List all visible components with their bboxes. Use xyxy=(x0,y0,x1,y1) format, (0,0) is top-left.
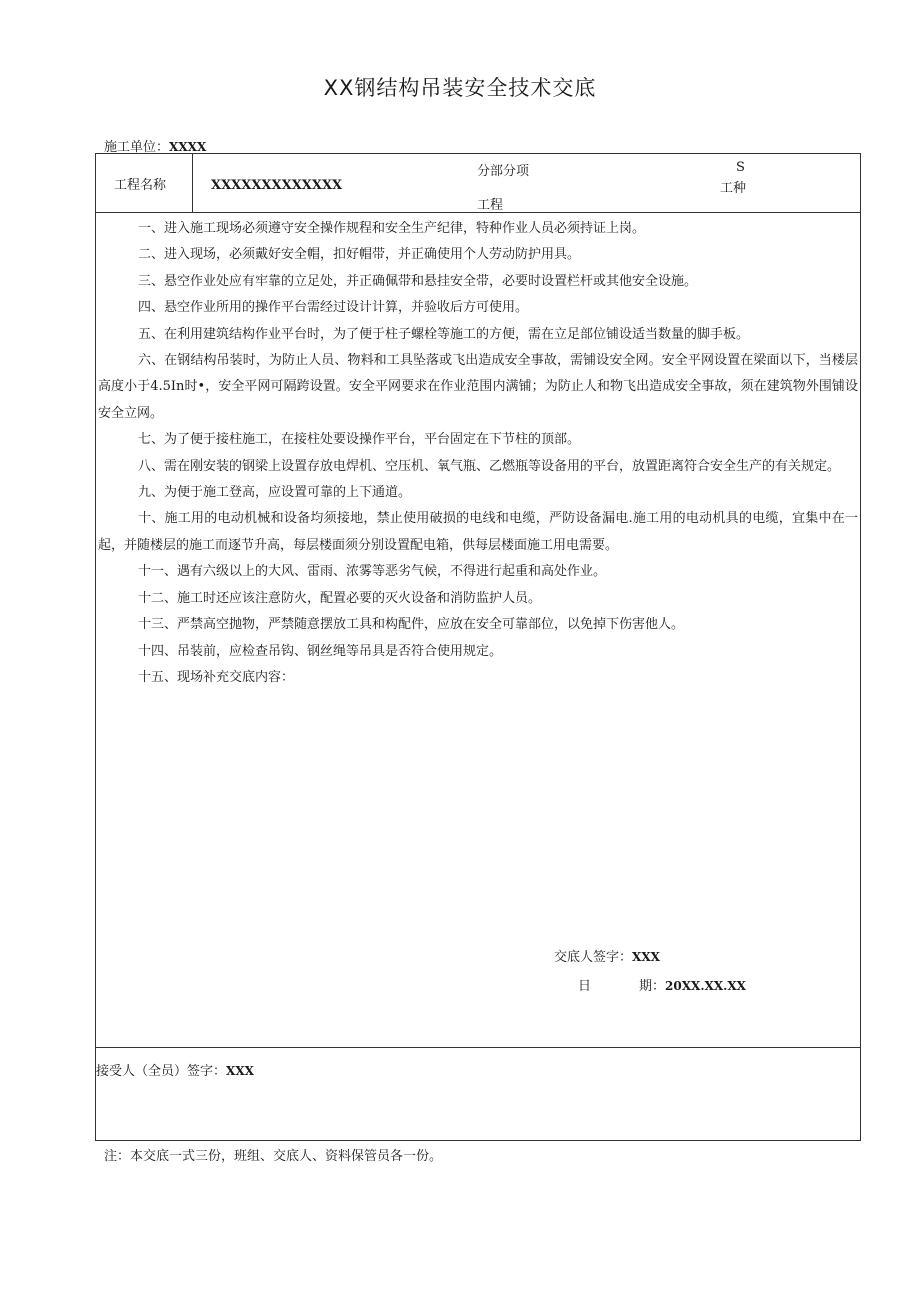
list-item: 九、为便于施工登高，应设置可靠的上下通道。 xyxy=(138,485,412,501)
construction-unit-label: 施工单位： xyxy=(104,140,170,155)
receiver-row-divider xyxy=(95,1047,861,1048)
construction-unit-value: XXXX xyxy=(169,140,207,154)
list-item: 十一、遇有六级以上的大风、雷雨、浓雾等恶劣气候，不得进行起重和高处作业。 xyxy=(138,564,607,580)
subdivision-label-line1: 分部分项 xyxy=(477,164,530,179)
list-item: 五、在利用建筑结构作业平台时，为了便于柱子螺栓等施工的方便，需在立足部位铺设适当数量的脚手板。 xyxy=(138,326,750,342)
list-item: 二、进入现场，必须戴好安全帽，扣好帽带，并正确使用个人劳动防护用具。 xyxy=(138,247,581,263)
list-item: 四、悬空作业所用的操作平台需经过设计计算，并验收后方可使用。 xyxy=(138,300,529,316)
list-item: 十二、施工时还应该注意防火，配置必要的灭火设备和消防监护人员。 xyxy=(138,590,542,606)
list-item: 十三、严禁高空抛物，严禁随意摆放工具和构配件，应放在安全可靠部位，以免掉下伤害他人。 xyxy=(138,617,685,633)
safety-items-list xyxy=(96,216,860,691)
document-title: XX钢结构吊装安全技术交底 xyxy=(323,76,597,100)
header-column-divider xyxy=(192,153,193,212)
receiver-value: XXX xyxy=(226,1064,254,1078)
list-item: 八、需在刚安装的钢梁上设置存放电焊机、空压机、氧气瓶、乙燃瓶等设备用的平台，放置距离符合安全生产的有关规定。 xyxy=(138,458,841,474)
date-value: 20XX.XX.XX xyxy=(665,979,746,993)
disclosure-date xyxy=(578,975,746,994)
list-item: 十五、现场补充交底内容： xyxy=(138,669,295,685)
list-item: 七、为了便于接柱施工，在接柱处要设操作平台，平台固定在下节柱的顶部。 xyxy=(138,432,581,448)
list-item: 十、施工用的电动机械和设备均须接地，禁止使用破损的电线和电缆，严防设备漏电.施工用的电动机具的电缆，宜集中在一起，并随楼层的施工而逐节升高，每层楼面须分别设置配电箱，供每层楼面施工用电需要。 xyxy=(98,511,858,553)
list-item: 六、在钢结构吊装时，为防止人员、物料和工具坠落或飞出造成安全事故，需铺设安全网。安全平网设置在梁面以下，当楼层高度小于4.5In时•，安全平网可隔跨设置。安全平网要求在作业范围内满铺；为防止人和物飞出造成安全事故，须在建筑物外围铺设安全立网。 xyxy=(98,353,858,421)
receiver-signature xyxy=(96,1060,254,1079)
discloser-label: 交底人签字： xyxy=(554,950,633,965)
project-name-label: 工程名称 xyxy=(114,178,167,193)
trade-label: 工种 xyxy=(720,181,747,196)
trade-mark: S xyxy=(736,160,745,175)
receiver-label: 接受人（全员）签字： xyxy=(96,1064,227,1079)
date-label-part2: 期： xyxy=(639,979,666,994)
project-name-value: XXXXXXXXXXXXX xyxy=(211,178,343,193)
discloser-value: XXX xyxy=(632,950,660,964)
list-item: 一、进入施工现场必须遵守安全操作规程和安全生产纪律，特种作业人员必须持证上岗。 xyxy=(138,221,646,236)
subdivision-label-line2: 工程 xyxy=(477,198,504,213)
date-label-part1: 日 xyxy=(578,979,592,994)
list-item: 十四、吊装前，应检查吊钩、钢丝绳等吊具是否符合使用规定。 xyxy=(138,643,503,659)
list-item: 三、悬空作业处应有牢靠的立足处，并正确佩带和悬挂安全带，必要时设置栏杆或其他安全设施。 xyxy=(138,273,698,289)
discloser-signature xyxy=(554,946,660,965)
footer-note: 注：本交底一式三份，班组、交底人、资料保管员各一份。 xyxy=(104,1149,443,1164)
